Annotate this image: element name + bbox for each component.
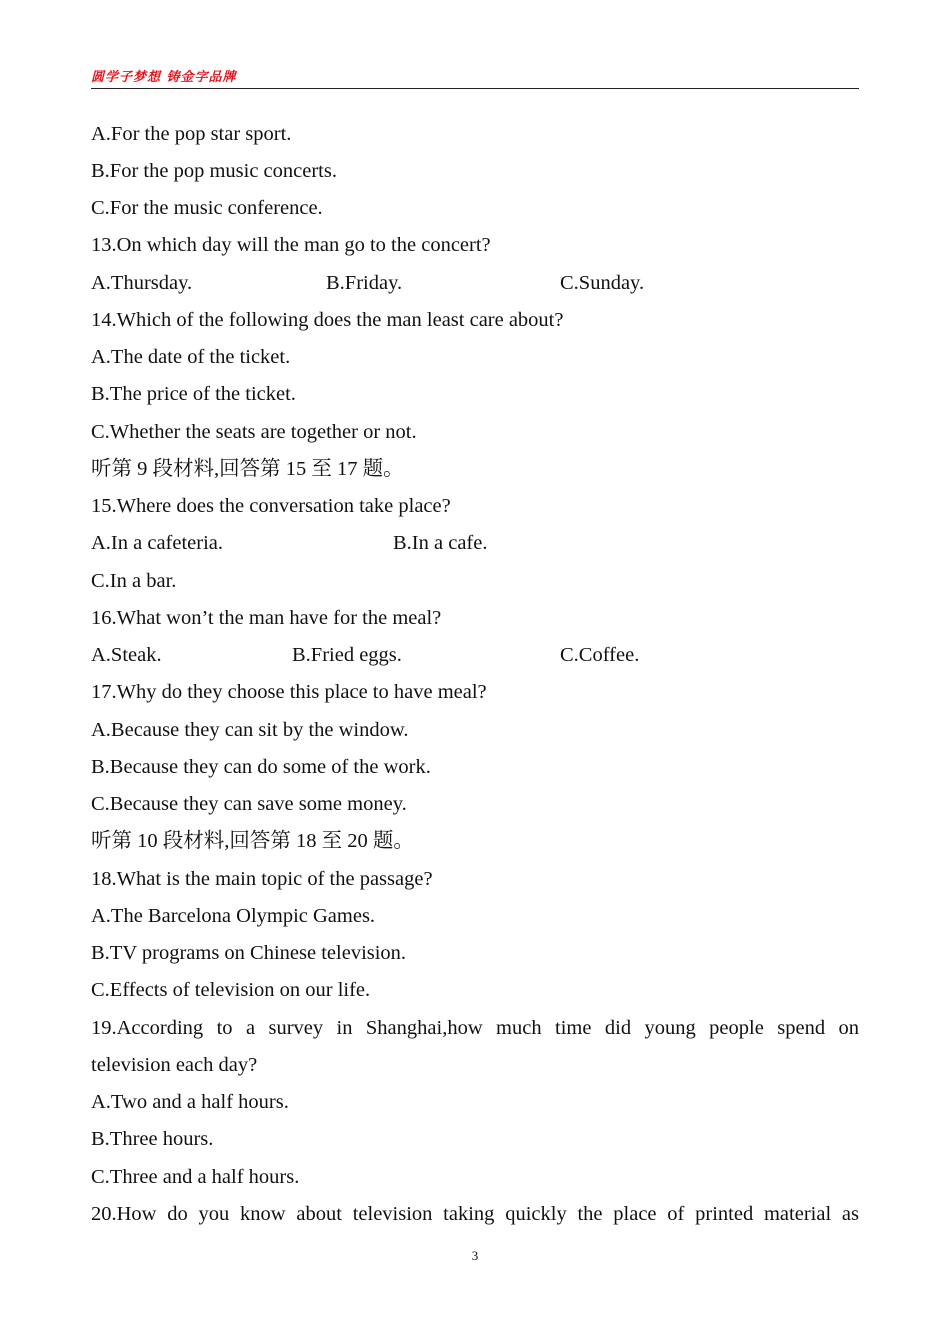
section-10-instruction: 听第 10 段材料,回答第 18 至 20 题。	[91, 830, 414, 852]
q19-option-a: A.Two and a half hours.	[91, 1091, 289, 1113]
page-number: 3	[471, 1248, 479, 1263]
q18-option-c: C.Effects of television on our life.	[91, 979, 371, 1001]
q13-option-b: B.Friday.	[326, 272, 403, 294]
q15-option-b: B.In a cafe.	[393, 532, 488, 554]
q18-question: 18.What is the main topic of the passage?	[91, 868, 433, 890]
q17-option-c: C.Because they can save some money.	[91, 793, 407, 815]
q17-option-b: B.Because they can do some of the work.	[91, 756, 431, 778]
q12-option-b: B.For the pop music concerts.	[91, 160, 337, 182]
q14-question: 14.Which of the following does the man least care about?	[91, 309, 564, 331]
q19-option-b: B.Three hours.	[91, 1128, 214, 1150]
q13-option-a: A.Thursday.	[91, 272, 193, 294]
q17-option-a: A.Because they can sit by the window.	[91, 719, 409, 741]
q20-question-line-1: 20.How do you know about television taking quickly the place of printed material as	[91, 1203, 859, 1225]
q12-option-c: C.For the music conference.	[91, 197, 323, 219]
q15-question: 15.Where does the conversation take place?	[91, 495, 451, 517]
q13-question: 13.On which day will the man go to the concert?	[91, 234, 491, 256]
q12-option-a: A.For the pop star sport.	[91, 123, 292, 145]
q16-option-c: C.Coffee.	[560, 644, 640, 666]
q18-option-a: A.The Barcelona Olympic Games.	[91, 905, 376, 927]
section-9-instruction: 听第 9 段材料,回答第 15 至 17 题。	[91, 458, 404, 480]
q14-option-c: C.Whether the seats are together or not.	[91, 421, 417, 443]
q16-question: 16.What won’t the man have for the meal?	[91, 607, 442, 629]
q13-option-c: C.Sunday.	[560, 272, 645, 294]
header-slogan: 圆学子梦想 铸金字品牌	[91, 70, 237, 85]
q17-question: 17.Why do they choose this place to have meal?	[91, 681, 487, 703]
page-header	[91, 66, 859, 89]
q18-option-b: B.TV programs on Chinese television.	[91, 942, 407, 964]
q16-option-b: B.Fried eggs.	[292, 644, 402, 666]
q15-option-c: C.In a bar.	[91, 570, 177, 592]
q19-option-c: C.Three and a half hours.	[91, 1166, 300, 1188]
q15-option-a: A.In a cafeteria.	[91, 532, 224, 554]
q19-question-line-1: 19.According to a survey in Shanghai,how much time did young people spend on	[91, 1017, 859, 1039]
q16-option-a: A.Steak.	[91, 644, 162, 666]
q14-option-b: B.The price of the ticket.	[91, 383, 296, 405]
q19-question-line-2: television each day?	[91, 1054, 258, 1076]
q14-option-a: A.The date of the ticket.	[91, 346, 291, 368]
